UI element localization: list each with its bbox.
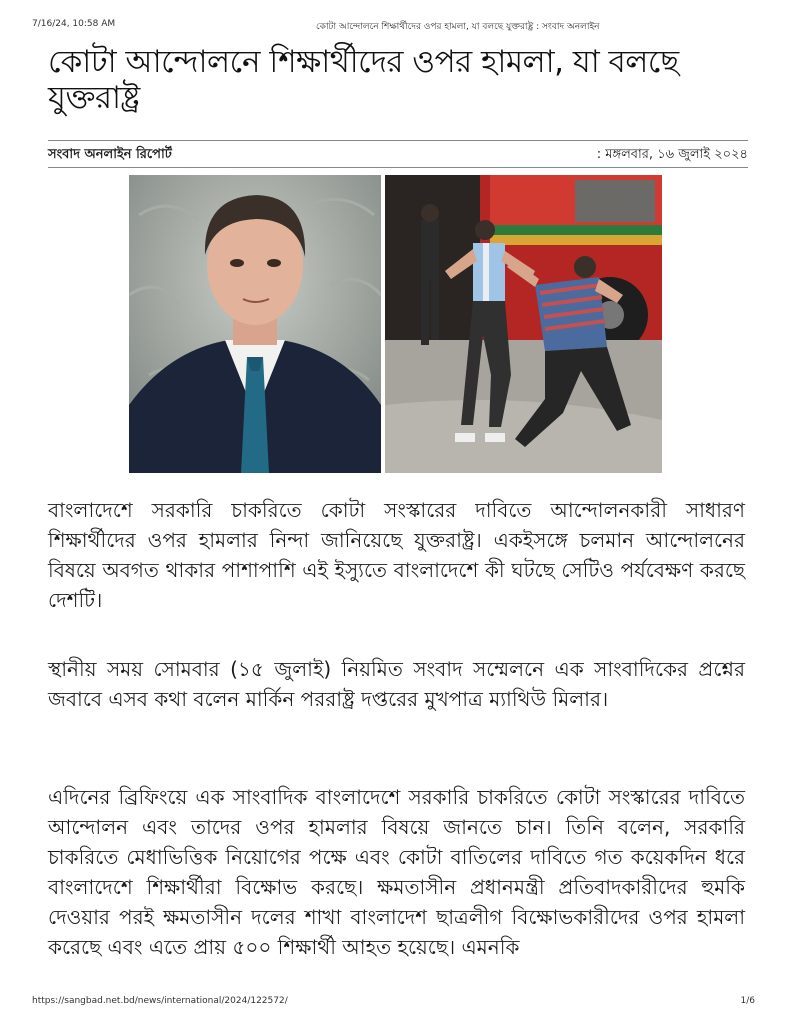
author: সংবাদ অনলাইন রিপোর্ট — [48, 147, 172, 162]
page-number: 1/6 — [740, 996, 755, 1006]
publish-date: : মঙ্গলবার, ১৬ জুলাই ২০২৪ — [596, 147, 748, 162]
byline — [48, 140, 748, 168]
protest-attack-photo — [385, 175, 662, 473]
article-paragraph: বাংলাদেশে সরকারি চাকরিতে কোটা সংস্কারের দাবিতে আন্দোলনকারী সাধারণ শিক্ষার্থীদের ওপর হামলার নিন্দা জানিয়েছে যুক্তরাষ্ট্র। একইসঙ্গে চলমান আন্দোলনের বিষয়ে অবগত থাকার পাশাপাশি এই ইস্যুতে বাংলাদেশে কী ঘটছে সেটিও পর্যবেক্ষণ করছে দেশটি। — [48, 498, 745, 612]
article-paragraph: এদিনের ব্রিফিংয়ে এক সাংবাদিক বাংলাদেশে সরকারি চাকরিতে কোটা সংস্কারের দাবিতে আন্দোলন এবং তাদের ওপর হামলার বিষয়ে জানতে চান। তিনি বলেন, সরকারি চাকরিতে মেধাভিত্তিক নিয়োগের পক্ষে এবং কোটা বাতিলের দাবিতে গত কয়েকদিন ধরে বাংলাদেশে শিক্ষার্থীরা বিক্ষোভ করছে। ক্ষমতাসীন প্রধানমন্ত্রী প্রতিবাদকারীদের হুমকি দেওয়ার পরই ক্ষমতাসীন দলের শাখা বাংলাদেশ ছাত্রলীগ বিক্ষোভকারীদের ওপর হামলা করেছে এবং এতে প্রায় ৫০০ শিক্ষার্থী আহত হয়েছে। এমনকি — [48, 785, 745, 959]
print-page-title: কোটা আন্দোলনে শিক্ষার্থীদের ওপর হামলা, যা বলছে যুক্তরাষ্ট্র : সংবাদ অনলাইন — [316, 22, 600, 32]
print-date: 7/16/24, 10:58 AM — [32, 19, 116, 29]
article-headline: কোটা আন্দোলনে শিক্ষার্থীদের ওপর হামলা, যা বলছে যুক্তরাষ্ট্র — [48, 44, 679, 116]
print-header — [32, 19, 755, 33]
spokesperson-photo — [129, 175, 381, 473]
article-paragraph: স্থানীয় সময় সোমবার (১৫ জুলাই) নিয়মিত সংবাদ সম্মেলনে এক সাংবাদিকের প্রশ্নের জবাবে এসব কথা বলেন মার্কিন পররাষ্ট্র দপ্তরের মুখপাত্র ম্যাথিউ মিলার। — [48, 657, 745, 711]
page-url: https://sangbad.net.bd/news/international/2024/122572/ — [32, 996, 288, 1006]
print-footer — [32, 996, 755, 1008]
